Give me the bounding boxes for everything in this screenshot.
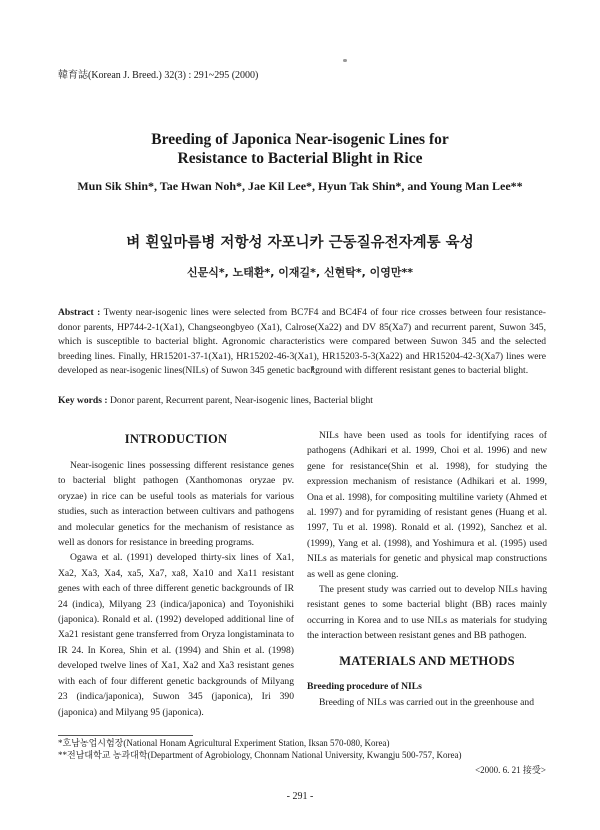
title-line-2: Resistance to Bacterial Blight in Rice <box>177 150 423 167</box>
intro-paragraph-1: Near-isogenic lines possessing different resistance genes to bacterial blight pathogen (Xanthomonas oryzae pv. oryzae) in rice can be useful tools as materials for various studies, such as interaction between cultivars and pathogens and molecular genetics for the mechanism of resistance as well as donors for resistance in breeding programs. <box>58 460 294 549</box>
abstract-text: Twenty near-isogenic lines were selected from BC7F4 and BC4F4 of four rice crosses between four resistance-donor parents, HP744-2-1(Xa1), Changseongbyeo (Xa1), Calrose(Xa22) and DV 85(Xa7) and recurrent parent, Suwon 345, which is susceptible to bacterial blight. Agronomic characteristics were compared between Suwon 345 and the selected breeding lines. Finally, HR15201-37-1(Xa1), HR15202-46-3(Xa1), HR15203-5-3(Xa22) and HR15204-42-3(Xa7) lines were developed as near-isogenic lines(NILs) of Suwon 345 genetic background with different resistant genes to bacterial blight. <box>58 307 546 377</box>
methods-paragraph-1: Breeding of NILs was carried out in the greenhouse and <box>319 696 534 708</box>
intro-paragraph-4: The present study was carried out to develop NILs having resistant genes to some bacterial blight (BB) races mainly occurring in Korea and to use NILs as materials for studying the interaction between resistant genes and BB pathogen. <box>307 584 547 642</box>
keywords-text: Donor parent, Recurrent parent, Near-isogenic lines, Bacterial blight <box>109 395 373 406</box>
footnote-rule <box>58 735 193 736</box>
left-column <box>58 458 294 720</box>
paper-title <box>0 130 600 168</box>
right-column <box>307 428 547 710</box>
keywords <box>58 394 546 408</box>
received-date: <2000. 6. 21 接受> <box>475 765 546 775</box>
section-heading-methods: MATERIALS AND METHODS <box>339 653 515 668</box>
subsection-heading: Breeding procedure of NILs <box>307 681 422 693</box>
title-line-1: Breeding of Japonica Near-isogenic Lines for <box>151 131 449 148</box>
keywords-label: Key words : <box>58 395 108 406</box>
intro-heading-block <box>58 432 294 447</box>
abstract-label: Abstract : <box>58 307 101 318</box>
korean-author-list: 신문식*, 노태환*, 이재길*, 신현탁*, 이영만** <box>187 266 413 279</box>
journal-citation: 韓育誌(Korean J. Breed.) 32(3) : 291~295 (2000) <box>58 70 259 81</box>
intro-paragraph-2: Ogawa et al. (1991) developed thirty-six lines of Xa1, Xa2, Xa3, Xa4, xa5, Xa7, xa8, Xa10 and Xa11 resistant genes with each of three different genetic backgrounds of IR 24 (indica), Milyang 23 (indica/japonica) and Toyonishiki (japonica). Ronald et al. (1992) developed additional line of Xa21 resistant gene transferred from Oryza longistaminata to IR 24. In Korea, Shin et al. (1994) and Shin et al. (1998) developed twelve lines of Xa1, Xa2 and Xa3 resistant genes with each of four different genetic backgrounds of Milyang 23 (indica/japonica), Suwon 345 (japonica), Iri 390 (japonica) and Milyang 95 (japonica). <box>58 552 294 718</box>
page-number: - 291 - <box>286 791 314 802</box>
intro-paragraph-3: NILs have been used as tools for identifying races of pathogens (Adhikari et al. 1999, Choi et al. 1996) and new gene for resistance(Shin et al. 1998), for studying the expression mechanism of resistance (Adhikari et al. 1999, Ona et al. 1998), for compositing multiline variety (Ahmed et al. 1997) and for pyramiding of resistant genes (Huang et al. 1997, Tu et al. 1998). Ronald et al. (1992), Sanchez et al. (1999), Yang et al. (1998), and Yoshimura et al. (1995) used NILs as materials for genetic and physical map constructions as well as gene cloning. <box>307 430 547 580</box>
author-list: Mun Sik Shin*, Tae Hwan Noh*, Jae Kil Lee*, Hyun Tak Shin*, and Young Man Lee** <box>77 179 523 193</box>
abstract <box>58 306 546 379</box>
footnote-affiliation-2: **전남대학교 농과대학(Department of Agrobiology, Chonnam National University, Kwangju 500-757, Korea) <box>58 750 462 760</box>
footnote-affiliation-1: *호남농업시험장(National Honam Agricultural Experiment Station, Iksan 570-080, Korea) <box>58 738 390 748</box>
scan-speck <box>343 59 347 62</box>
korean-title: 벼 흰잎마름병 저항성 자포니카 근동질유전자계통 육성 <box>126 235 474 251</box>
section-heading-introduction: INTRODUCTION <box>124 432 228 446</box>
